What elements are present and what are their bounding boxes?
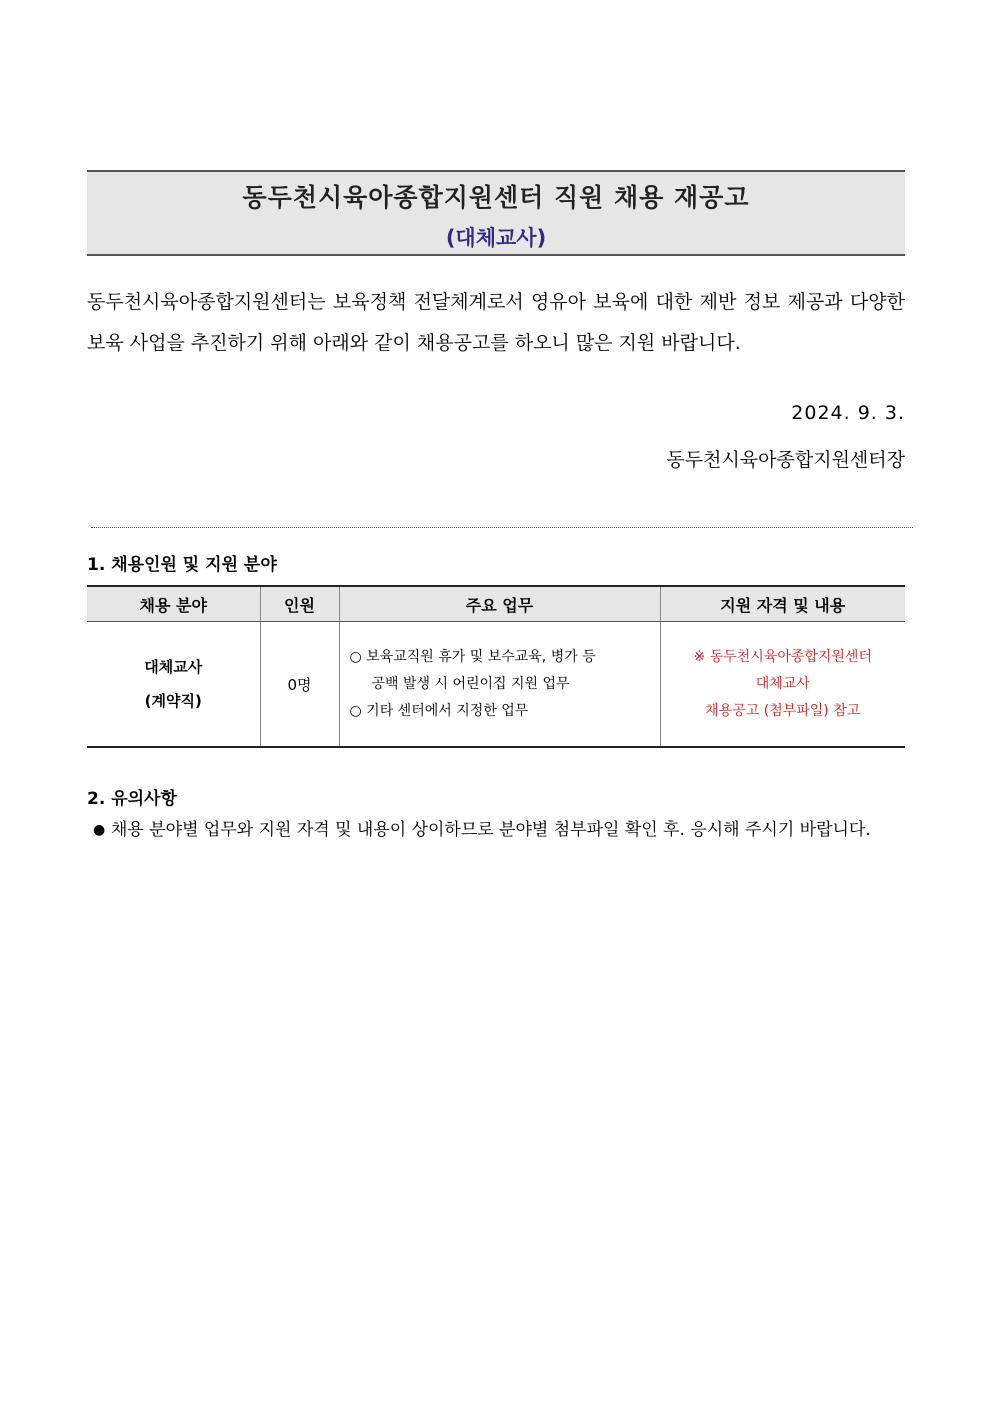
- dotted-divider: [91, 527, 913, 528]
- cell-count: 0명: [260, 622, 339, 748]
- table-header-row: [87, 586, 905, 622]
- announcement-signer: 동두천시육아종합지원센터장: [666, 449, 905, 471]
- field-name: 대체교사: [144, 658, 203, 676]
- section-2-title: 2. 유의사항: [87, 789, 177, 809]
- header-field: 채용 분야: [87, 586, 260, 622]
- bullet-icon: ●: [93, 822, 106, 838]
- field-type: (계약직): [144, 692, 202, 710]
- cell-duties: [339, 622, 660, 748]
- recruitment-table: [87, 585, 905, 748]
- header-duties: 주요 업무: [339, 586, 660, 622]
- header-count: 인원: [260, 586, 339, 622]
- duty-item-2: ○ 기타 센터에서 지정한 업무: [349, 702, 529, 719]
- intro-paragraph: 동두천시육아종합지원센터는 보육정책 전달체계로서 영유아 보육에 대한 제반 정보 제공과 다양한 보육 사업을 추진하기 위해 아래와 같이 채용공고를 하오니 많은 지원 바랍니다.: [87, 291, 905, 354]
- header-qualification: 지원 자격 및 내용: [660, 586, 905, 622]
- table-row: [87, 622, 905, 748]
- page-subtitle: (대체교사): [445, 226, 547, 250]
- section-1-title: 1. 채용인원 및 지원 분야: [87, 555, 277, 575]
- qualification-line-1: ※ 동두천시육아종합지원센터: [693, 648, 872, 665]
- duty-item-1: ○ 보육교직원 휴가 및 보수교육, 병가 등: [349, 648, 596, 665]
- duty-item-1-continued: 공백 발생 시 어린이집 지원 업무: [371, 675, 570, 692]
- notice-text: 채용 분야별 업무와 지원 자격 및 내용이 상이하므로 분야별 첨부파일 확인 후. 응시해 주시기 바랍니다.: [111, 820, 871, 840]
- notice-item: [93, 814, 905, 846]
- qualification-line-2: 대체교사: [755, 675, 810, 692]
- cell-field: [87, 622, 260, 748]
- title-box: [87, 170, 905, 256]
- page-title: 동두천시육아종합지원센터 직원 채용 재공고: [242, 183, 750, 212]
- announcement-date: 2024. 9. 3.: [791, 402, 905, 424]
- qualification-line-3: 채용공고 (첨부파일) 참고: [705, 702, 861, 719]
- cell-qualification: [660, 622, 905, 748]
